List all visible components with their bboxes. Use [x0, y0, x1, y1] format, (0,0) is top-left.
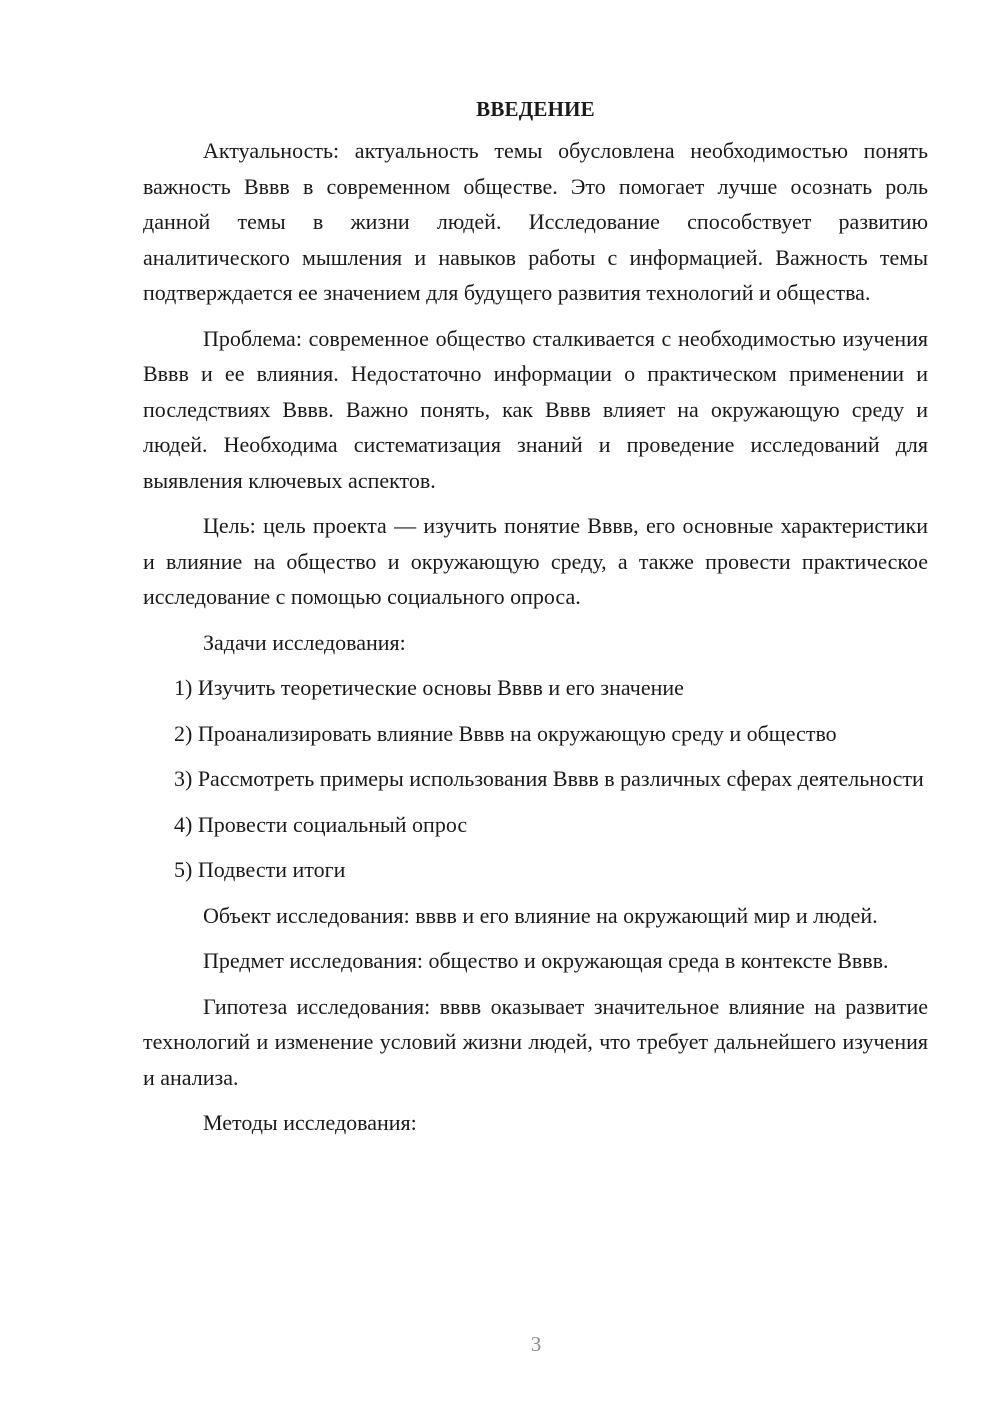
- page-number: 3: [530, 1332, 542, 1356]
- section-heading: ВВЕДЕНИЕ: [476, 97, 595, 121]
- task-item-5: 5) Подвести итоги: [174, 857, 346, 882]
- task-item-2: 2) Проанализировать влияние Вввв на окружающую среду и общество: [174, 720, 837, 746]
- task-item-4: 4) Провести социальный опрос: [174, 811, 468, 837]
- paragraph-relevance: Актуальность: актуальность темы обусловлена необходимостью понять важность Вввв в современном обществе. Это помогает лучше осознать роль данной темы в жизни людей. Исследование способствует развитию аналитического мышления и навыков работы с информацией. Важность темы подтверждается ее значением для будущего развития технологий и общества.: [143, 138, 928, 305]
- paragraph-methods-title: Методы исследования:: [203, 1110, 417, 1135]
- paragraph-object: Объект исследования: вввв и его влияние на окружающий мир и людей.: [203, 902, 878, 928]
- paragraph-subject: Предмет исследования: общество и окружающая среда в контексте Вввв.: [203, 948, 889, 973]
- paragraph-goal: Цель: цель проекта — изучить понятие Вввв, его основные характеристики и влияние на общество и окружающую среду, а также провести практическое исследование с помощью социального опроса.: [143, 513, 928, 609]
- paragraph-hypothesis: Гипотеза исследования: вввв оказывает значительное влияние на развитие технологий и изменение условий жизни людей, что требует дальнейшего изучения и анализа.: [143, 993, 928, 1090]
- task-item-3: 3) Рассмотреть примеры использования Вввв в различных сферах деятельности: [174, 766, 924, 791]
- document-body: [143, 92, 928, 1141]
- paragraph-problem: Проблема: современное общество сталкивается с необходимостью изучения Вввв и ее влияния. Недостаточно информации о практическом применении и последствиях Вввв. Важно понять, как Вввв влияет на окружающую среду и людей. Необходима систематизация знаний и проведение исследований для выявления ключевых аспектов.: [143, 325, 928, 493]
- task-item-1: 1) Изучить теоретические основы Вввв и его значение: [174, 675, 684, 700]
- paragraph-tasks-title: Задачи исследования:: [203, 629, 406, 655]
